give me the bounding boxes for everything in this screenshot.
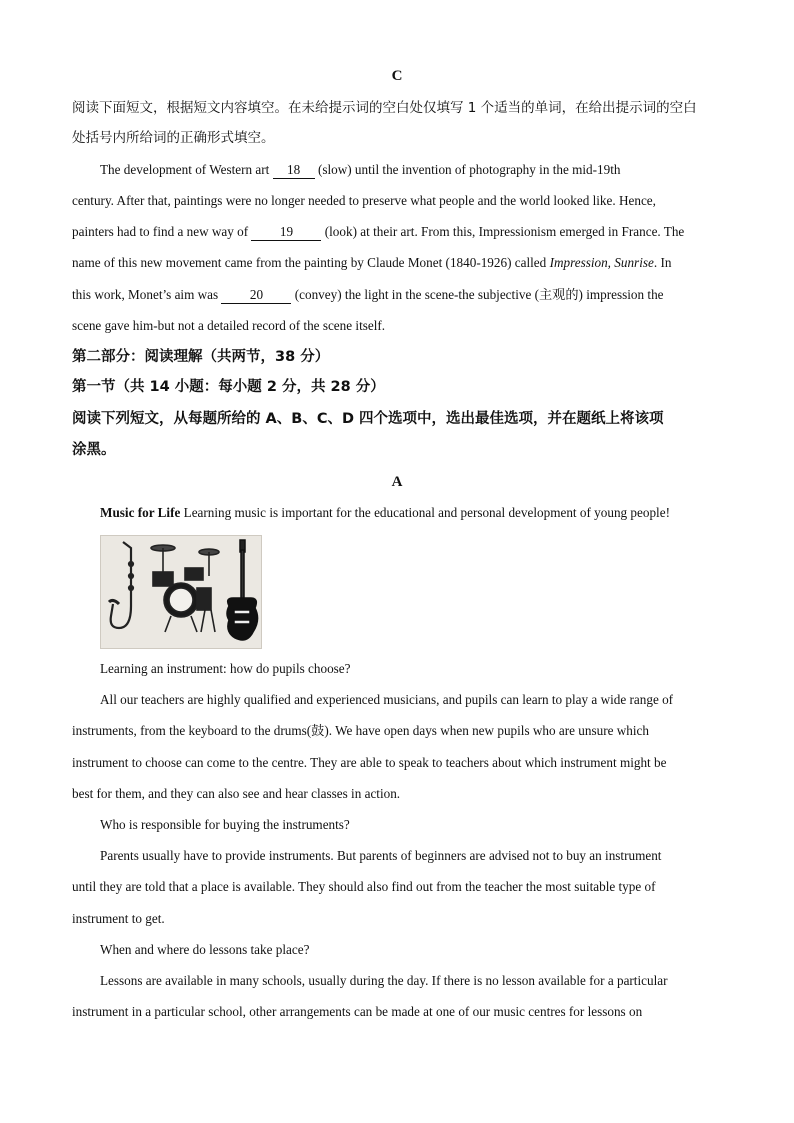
blank-20: 20 (221, 287, 291, 304)
answer-1-line3: instrument to choose can come to the centre. They are able to speak to teachers about which instrument might be (72, 755, 667, 770)
answer-3-line1: Lessons are available in many schools, usually during the day. If there is no lesson available for a particular (100, 973, 668, 988)
cloze-text: . In (653, 255, 672, 270)
cloze-text: this work, Monet’s aim was (72, 287, 222, 302)
part2-instruction-line1: 阅读下列短文，从每题所给的 A、B、C、D 四个选项中，选出最佳选项，并在题纸上将该项 (72, 411, 664, 427)
cloze-line-5 (72, 285, 732, 305)
answer-2-line1: Parents usually have to provide instruments. But parents of beginners are advised not to buy an instrument (100, 848, 662, 863)
section-c-heading: C (391, 68, 403, 84)
answer-1-line4: best for them, and they can also see and hear classes in action. (72, 786, 401, 801)
part2-instruction-line2: 涂黑。 (72, 442, 116, 458)
answer-1-line2: instruments, from the keyboard to the drums(鼓). We have open days when new pupils who are unsure which (72, 723, 649, 738)
cloze-text: name of this new movement came from the painting by Claude Monet (1840-1926) called (72, 255, 550, 270)
cloze-line-4 (72, 253, 732, 273)
answer-3-line2: instrument in a particular school, other arrangements can be made at one of our music centres for lessons on (72, 1004, 643, 1019)
section-c-instruction-line1: 阅读下面短文，根据短文内容填空。在未给提示词的空白处仅填写 1 个适当的单词，在给出提示词的空白 (72, 100, 697, 116)
passage-a-subtitle: Learning music is important for the educational and personal development of young people! (180, 505, 670, 520)
answer-1-line1: All our teachers are highly qualified and experienced musicians, and pupils can learn to play a wide range of (100, 692, 674, 707)
blank-19: 19 (251, 224, 321, 241)
blank-18: 18 (273, 162, 315, 179)
cloze-text: painters had to find a new way of (72, 224, 252, 239)
question-heading-3: When and where do lessons take place? (100, 942, 310, 957)
cloze-text: (convey) the light in the scene-the subjective (主观的) impression the (291, 287, 664, 302)
passage-a-title-line (100, 503, 732, 523)
section-c-instruction-line2: 处括号内所给词的正确形式填空。 (72, 130, 275, 146)
instruments-illustration (100, 535, 262, 649)
question-heading-2: Who is responsible for buying the instruments? (100, 817, 350, 832)
answer-2-line2: until they are told that a place is available. They should also find out from the teacher the most suitable type of (72, 879, 656, 894)
instruments-drawing (101, 536, 261, 648)
passage-a-heading: A (391, 474, 403, 490)
cloze-line-1 (100, 160, 732, 180)
question-heading-1: Learning an instrument: how do pupils choose? (100, 661, 351, 676)
part2-section1: 第一节（共 14 小题：每小题 2 分，共 28 分） (72, 379, 385, 395)
cloze-line-2: century. After that, paintings were no longer needed to preserve what people and the world looked like. Hence, (72, 193, 656, 208)
cloze-line-3 (72, 222, 732, 242)
answer-2-line3: instrument to get. (72, 911, 165, 926)
cloze-line-6: scene gave him-but not a detailed record of the scene itself. (72, 318, 386, 333)
cloze-text: The development of Western art (100, 162, 273, 177)
cloze-text: (look) at their art. From this, Impressionism emerged in France. The (321, 224, 685, 239)
part2-title: 第二部分：阅读理解（共两节，38 分） (72, 349, 330, 365)
cloze-text: (slow) until the invention of photography in the mid-19th (314, 162, 621, 177)
passage-a-title: Music for Life (100, 505, 181, 520)
painting-title: Impression, Sunrise (549, 255, 654, 270)
